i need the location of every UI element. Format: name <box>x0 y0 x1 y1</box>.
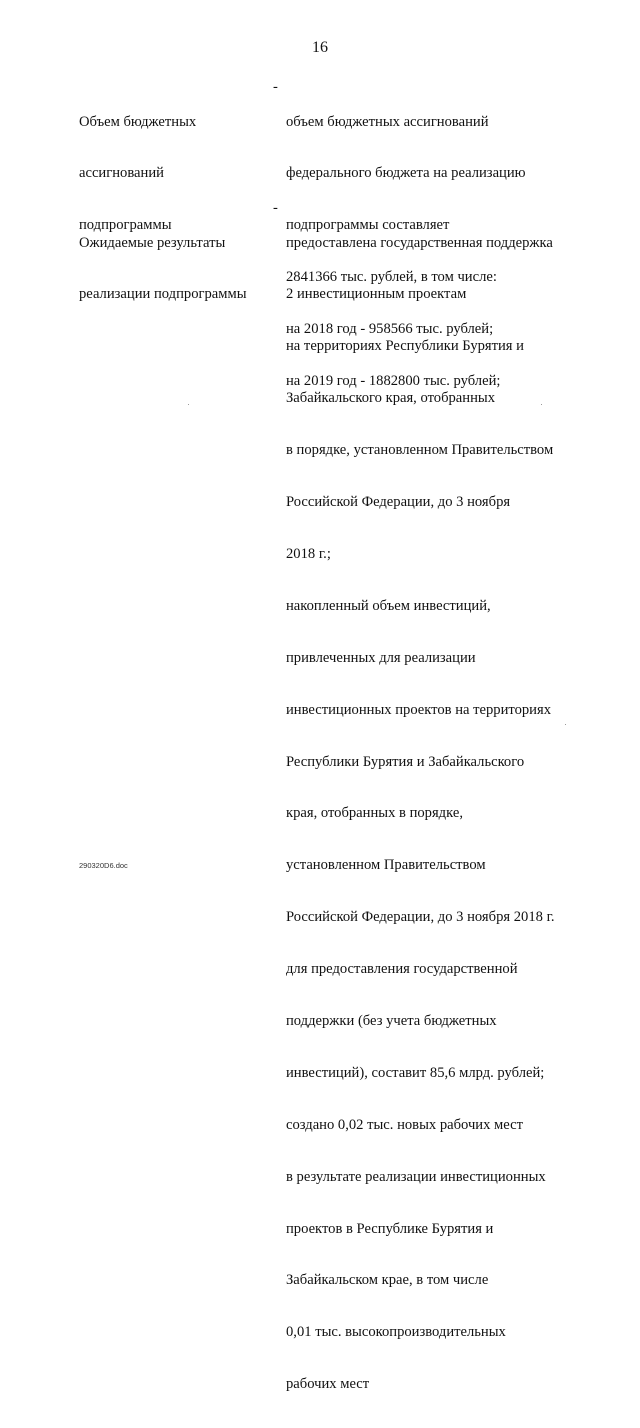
expected-results-label <box>79 200 259 338</box>
page-number: 16 <box>312 39 328 56</box>
text-line: поддержки (без учета бюджетных <box>286 1012 497 1029</box>
text-line: подпрограммы составляет <box>286 217 450 234</box>
document-filename: 290320D6.doc <box>79 861 128 870</box>
text-line: Забайкальского края, отобранных <box>286 390 495 407</box>
scan-speck <box>565 724 566 725</box>
scan-speck <box>541 404 542 405</box>
text-line: на 2018 год - 958566 тыс. рублей; <box>286 321 494 338</box>
text-line: Российской Федерации, до 3 ноября 2018 г. <box>286 909 555 926</box>
text-line: в результате реализации инвестиционных <box>286 1168 546 1185</box>
text-line: Республики Бурятия и Забайкальского <box>286 753 525 770</box>
label-line: ассигнований <box>79 165 164 182</box>
text-line: инвестиций), составит 85,6 млрд. рублей; <box>286 1064 545 1081</box>
text-line: предоставлена государственная поддержка <box>286 234 553 251</box>
label-line: Объем бюджетных <box>79 113 197 130</box>
text-line: Забайкальском крае, в том числе <box>286 1272 489 1289</box>
text-line: проектов в Республике Бурятия и <box>286 1220 494 1237</box>
expected-results-text <box>286 200 586 1428</box>
text-line: федерального бюджета на реализацию <box>286 165 526 182</box>
text-line: края, отобранных в порядке, <box>286 805 463 822</box>
text-line: Российской Федерации, до 3 ноября <box>286 494 511 511</box>
label-line: реализации подпрограммы <box>79 286 247 303</box>
text-line: для предоставления государственной <box>286 961 518 978</box>
text-line: накопленный объем инвестиций, <box>286 597 491 614</box>
text-line: 2018 г.; <box>286 545 331 562</box>
text-line: создано 0,02 тыс. новых рабочих мест <box>286 1116 523 1133</box>
label-line: подпрограммы <box>79 217 172 234</box>
text-line: 0,01 тыс. высокопроизводительных <box>286 1324 506 1341</box>
text-line: рабочих мест <box>286 1376 370 1393</box>
text-line: на территориях Республики Бурятия и <box>286 338 524 355</box>
label-line: Ожидаемые результаты <box>79 234 226 251</box>
text-line: установленном Правительством <box>286 857 486 874</box>
text-line: 2 инвестиционным проектам <box>286 286 467 303</box>
text-line: 2841366 тыс. рублей, в том числе: <box>286 269 497 286</box>
text-line: в порядке, установленном Правительством <box>286 442 554 459</box>
text-line: привлеченных для реализации <box>286 649 476 666</box>
item-dash: - <box>273 200 278 216</box>
text-line: объем бюджетных ассигнований <box>286 113 489 130</box>
text-line: на 2019 год - 1882800 тыс. рублей; <box>286 373 501 390</box>
item-dash: - <box>273 79 278 95</box>
scan-speck <box>188 404 189 405</box>
text-line: инвестиционных проектов на территориях <box>286 701 551 718</box>
